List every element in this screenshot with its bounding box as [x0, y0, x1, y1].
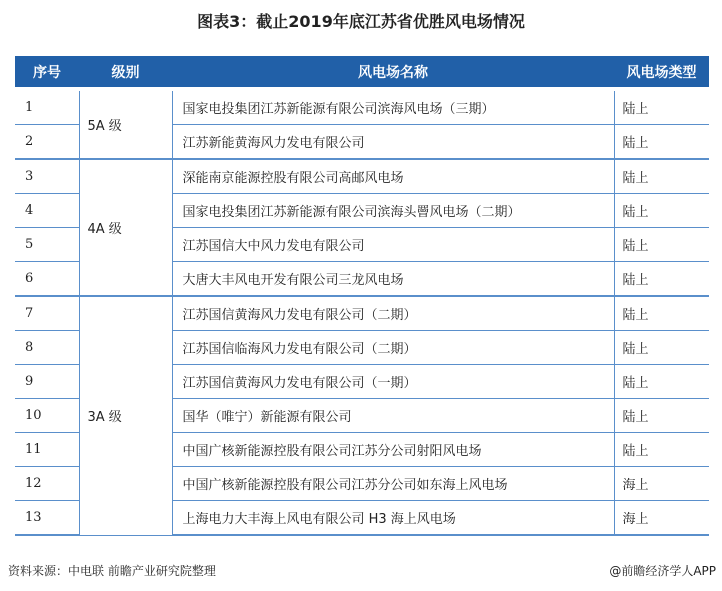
row-no: 1 [15, 89, 79, 125]
table-header-row [15, 56, 709, 89]
farm-name: 江苏国信临海风力发电有限公司（二期） [172, 331, 614, 365]
farm-name: 中国广核新能源控股有限公司江苏分公司射阳风电场 [172, 433, 614, 467]
row-no: 12 [15, 467, 79, 501]
row-no: 8 [15, 331, 79, 365]
farm-type: 陆上 [614, 296, 709, 331]
farm-name: 国华（唯宁）新能源有限公司 [172, 399, 614, 433]
farm-name: 江苏国信黄海风力发电有限公司（一期） [172, 365, 614, 399]
farm-type: 陆上 [614, 365, 709, 399]
farm-name: 江苏国信大中风力发电有限公司 [172, 228, 614, 262]
grade-cell: 5A 级 [79, 89, 172, 159]
farm-type: 陆上 [614, 331, 709, 365]
farm-name: 国家电投集团江苏新能源有限公司滨海风电场（三期） [172, 89, 614, 125]
row-no: 2 [15, 125, 79, 160]
header-grade: 级别 [79, 56, 172, 89]
farm-type: 陆上 [614, 433, 709, 467]
farm-type: 陆上 [614, 262, 709, 297]
farm-name: 深能南京能源控股有限公司高邮风电场 [172, 159, 614, 194]
page-title: 图表3：截止2019年底江苏省优胜风电场情况 [197, 12, 525, 31]
farm-type: 陆上 [614, 194, 709, 228]
farm-name: 江苏国信黄海风力发电有限公司（二期） [172, 296, 614, 331]
row-no: 5 [15, 228, 79, 262]
farm-name: 江苏新能黄海风力发电有限公司 [172, 125, 614, 160]
farm-type: 海上 [614, 501, 709, 536]
brand-credit: @前瞻经济学人APP [609, 564, 716, 578]
farm-name: 大唐大丰风电开发有限公司三龙风电场 [172, 262, 614, 297]
farm-type: 陆上 [614, 399, 709, 433]
header-no: 序号 [15, 56, 79, 89]
header-farm-type: 风电场类型 [614, 56, 709, 89]
farm-type: 陆上 [614, 159, 709, 194]
row-no: 13 [15, 501, 79, 536]
row-no: 4 [15, 194, 79, 228]
farm-name: 上海电力大丰海上风电有限公司 H3 海上风电场 [172, 501, 614, 536]
row-no: 10 [15, 399, 79, 433]
farm-type: 陆上 [614, 125, 709, 160]
row-no: 3 [15, 159, 79, 194]
farm-type: 海上 [614, 467, 709, 501]
grade-cell: 3A 级 [79, 296, 172, 535]
farm-name: 国家电投集团江苏新能源有限公司滨海头罾风电场（二期） [172, 194, 614, 228]
table-row [15, 296, 709, 331]
grade-cell: 4A 级 [79, 159, 172, 296]
farm-type: 陆上 [614, 89, 709, 125]
row-no: 9 [15, 365, 79, 399]
source-note: 资料来源：中电联 前瞻产业研究院整理 [8, 564, 216, 578]
table-row [15, 159, 709, 194]
row-no: 6 [15, 262, 79, 297]
wind-farm-table [15, 56, 709, 536]
row-no: 7 [15, 296, 79, 331]
farm-name: 中国广核新能源控股有限公司江苏分公司如东海上风电场 [172, 467, 614, 501]
row-no: 11 [15, 433, 79, 467]
header-farm-name: 风电场名称 [172, 56, 614, 89]
table-row [15, 89, 709, 125]
farm-type: 陆上 [614, 228, 709, 262]
